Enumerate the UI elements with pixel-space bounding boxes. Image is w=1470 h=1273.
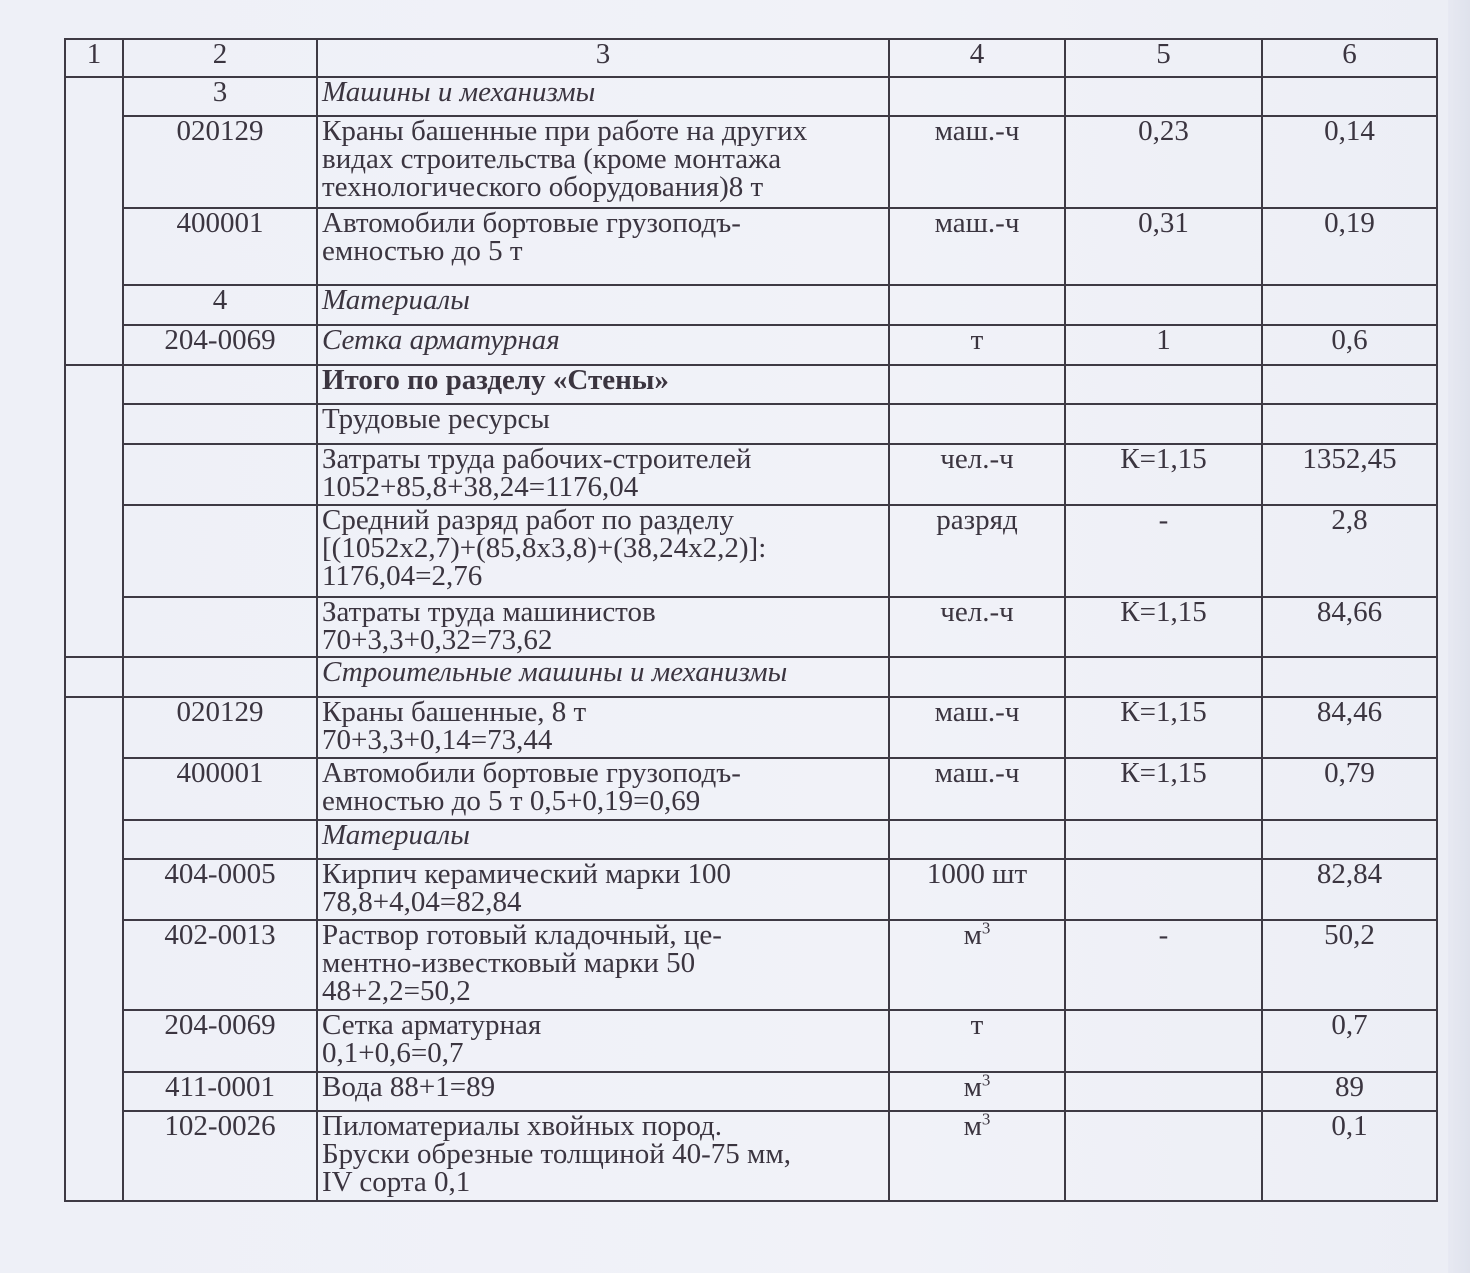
unit-text: м <box>963 1111 982 1142</box>
table-row <box>65 859 1437 920</box>
description-line: Материалы <box>322 820 470 851</box>
table-row <box>65 657 1437 697</box>
description-cell <box>317 505 889 597</box>
code-cell: 411-0001 <box>123 1072 317 1111</box>
total-cell: 1352,45 <box>1262 444 1437 505</box>
unit-cell <box>889 657 1065 697</box>
description-line: Пиломатериалы хвойных пород. <box>322 1111 723 1142</box>
description-line: Затраты труда машинистов <box>322 597 656 628</box>
description-line: Сетка арматурная <box>322 1010 542 1041</box>
table-row <box>65 820 1437 859</box>
unit-cell <box>889 820 1065 859</box>
description-line: ментно-известковый марки 50 <box>322 947 696 979</box>
description-cell <box>317 758 889 820</box>
unit-cell <box>889 1111 1065 1201</box>
description-cell <box>317 657 889 697</box>
code-cell: 102-0026 <box>123 1111 317 1201</box>
description-line: [(1052х2,7)+(85,8х3,8)+(38,24х2,2)]: <box>322 532 767 564</box>
norm-cell <box>1065 404 1262 444</box>
unit-text: чел.-ч <box>940 444 1014 475</box>
code-cell <box>123 657 317 697</box>
norm-cell: 0,23 <box>1065 116 1262 208</box>
unit-text: маш.-ч <box>934 208 1020 239</box>
table-row <box>65 505 1437 597</box>
total-cell: 0,7 <box>1262 1010 1437 1072</box>
norm-cell <box>1065 285 1262 325</box>
description-cell <box>317 859 889 920</box>
description-cell <box>317 77 889 116</box>
unit-cell <box>889 444 1065 505</box>
total-cell: 0,1 <box>1262 1111 1437 1201</box>
header-cell-2: 2 <box>123 39 317 77</box>
description-cell <box>317 404 889 444</box>
description-line: 1176,04=2,76 <box>322 560 483 592</box>
code-cell: 3 <box>123 77 317 116</box>
unit-cell <box>889 404 1065 444</box>
code-cell: 204-0069 <box>123 1010 317 1072</box>
header-cell-5: 5 <box>1065 39 1262 77</box>
norm-cell: 0,31 <box>1065 208 1262 285</box>
total-cell: 0,14 <box>1262 116 1437 208</box>
description-line: емностью до 5 т <box>322 235 523 267</box>
code-cell: 020129 <box>123 697 317 758</box>
unit-text: маш.-ч <box>934 697 1020 728</box>
norm-cell: 1 <box>1065 325 1262 365</box>
unit-text: 1000 шт <box>926 859 1028 890</box>
description-line: 70+3,3+0,14=73,44 <box>322 724 553 756</box>
total-cell: 82,84 <box>1262 859 1437 920</box>
unit-cell <box>889 77 1065 116</box>
header-cell-3: 3 <box>317 39 889 77</box>
norm-cell: - <box>1065 920 1262 1010</box>
description-cell <box>317 116 889 208</box>
norm-cell <box>1065 820 1262 859</box>
unit-cell <box>889 758 1065 820</box>
table-row <box>65 325 1437 365</box>
unit-exponent: 3 <box>981 920 991 938</box>
description-line: видах строительства (кроме монтажа <box>322 143 782 175</box>
unit-text: т <box>970 325 984 356</box>
description-line: 78,8+4,04=82,84 <box>322 886 522 918</box>
description-line: Затраты труда рабочих-строителей <box>322 444 752 475</box>
table-header-row <box>65 39 1437 77</box>
table-row <box>65 208 1437 285</box>
table-row <box>65 920 1437 1010</box>
code-cell <box>123 820 317 859</box>
unit-cell <box>889 285 1065 325</box>
row-group-cell <box>65 657 123 697</box>
total-cell: 89 <box>1262 1072 1437 1111</box>
description-cell <box>317 1111 889 1201</box>
description-line: Материалы <box>322 285 470 316</box>
total-cell: 2,8 <box>1262 505 1437 597</box>
description-line: Трудовые ресурсы <box>322 404 550 435</box>
norm-cell <box>1065 1010 1262 1072</box>
unit-cell <box>889 365 1065 404</box>
total-cell: 0,6 <box>1262 325 1437 365</box>
table-row <box>65 1010 1437 1072</box>
total-cell: 84,66 <box>1262 597 1437 657</box>
unit-text: м <box>963 1072 982 1103</box>
unit-exponent: 3 <box>981 1072 991 1090</box>
row-group-cell <box>65 77 123 365</box>
description-cell <box>317 208 889 285</box>
description-line: Автомобили бортовые грузоподъ- <box>322 758 741 789</box>
description-line: 70+3,3+0,32=73,62 <box>322 624 553 656</box>
code-cell: 204-0069 <box>123 325 317 365</box>
code-cell: 4 <box>123 285 317 325</box>
unit-cell <box>889 116 1065 208</box>
norm-cell <box>1065 77 1262 116</box>
norm-cell: К=1,15 <box>1065 758 1262 820</box>
code-cell: 402-0013 <box>123 920 317 1010</box>
unit-text: м <box>963 920 982 951</box>
description-cell <box>317 325 889 365</box>
norm-cell <box>1065 859 1262 920</box>
description-line: технологического оборудования)8 т <box>322 171 764 203</box>
table-row <box>65 597 1437 657</box>
description-line: Машины и механизмы <box>322 77 596 108</box>
norm-cell <box>1065 1072 1262 1111</box>
description-line: 0,1+0,6=0,7 <box>322 1037 464 1069</box>
unit-cell <box>889 920 1065 1010</box>
unit-cell <box>889 859 1065 920</box>
norm-cell: К=1,15 <box>1065 444 1262 505</box>
description-line: Краны башенные, 8 т <box>322 697 587 728</box>
unit-cell <box>889 325 1065 365</box>
norm-cell <box>1065 1111 1262 1201</box>
norm-cell: - <box>1065 505 1262 597</box>
unit-cell <box>889 208 1065 285</box>
unit-cell <box>889 505 1065 597</box>
unit-text: т <box>970 1010 984 1041</box>
norm-cell <box>1065 365 1262 404</box>
table-row <box>65 404 1437 444</box>
description-line: Краны башенные при работе на других <box>322 116 808 147</box>
unit-cell <box>889 1072 1065 1111</box>
description-cell <box>317 365 889 404</box>
total-cell: 84,46 <box>1262 697 1437 758</box>
code-cell <box>123 505 317 597</box>
unit-text: маш.-ч <box>934 758 1020 789</box>
total-cell <box>1262 820 1437 859</box>
code-cell: 404-0005 <box>123 859 317 920</box>
description-line: Средний разряд работ по разделу <box>322 505 734 536</box>
table-row <box>65 285 1437 325</box>
header-cell-4: 4 <box>889 39 1065 77</box>
unit-text: чел.-ч <box>940 597 1014 628</box>
table-row <box>65 116 1437 208</box>
header-cell-6: 6 <box>1262 39 1437 77</box>
description-line: 48+2,2=50,2 <box>322 975 471 1007</box>
total-cell <box>1262 365 1437 404</box>
estimate-table <box>64 38 1438 1202</box>
unit-exponent: 3 <box>981 1111 991 1129</box>
total-cell <box>1262 285 1437 325</box>
table-row <box>65 444 1437 505</box>
code-cell: 020129 <box>123 116 317 208</box>
norm-cell: К=1,15 <box>1065 697 1262 758</box>
unit-cell <box>889 697 1065 758</box>
unit-text: маш.-ч <box>934 116 1020 147</box>
table-row <box>65 1072 1437 1111</box>
description-cell <box>317 444 889 505</box>
table-row <box>65 365 1437 404</box>
total-cell <box>1262 77 1437 116</box>
total-cell <box>1262 657 1437 697</box>
code-cell: 400001 <box>123 758 317 820</box>
total-cell <box>1262 404 1437 444</box>
description-line: Кирпич керамический марки 100 <box>322 859 732 890</box>
description-cell <box>317 697 889 758</box>
header-cell-1: 1 <box>65 39 123 77</box>
unit-text: разряд <box>936 505 1018 536</box>
description-cell <box>317 920 889 1010</box>
description-cell <box>317 1072 889 1111</box>
description-cell <box>317 1010 889 1072</box>
description-line: IV сорта 0,1 <box>322 1166 471 1198</box>
description-cell <box>317 820 889 859</box>
unit-cell <box>889 1010 1065 1072</box>
code-cell <box>123 404 317 444</box>
code-cell <box>123 597 317 657</box>
description-line: Вода 88+1=89 <box>322 1072 496 1103</box>
unit-cell <box>889 597 1065 657</box>
description-line: Итого по разделу «Стены» <box>322 365 669 396</box>
page-edge <box>1448 0 1470 1273</box>
description-line: Сетка арматурная <box>322 325 560 356</box>
table-row <box>65 758 1437 820</box>
total-cell: 0,79 <box>1262 758 1437 820</box>
code-cell: 400001 <box>123 208 317 285</box>
description-line: 1052+85,8+38,24=1176,04 <box>322 471 639 503</box>
code-cell <box>123 365 317 404</box>
total-cell: 0,19 <box>1262 208 1437 285</box>
description-cell <box>317 597 889 657</box>
norm-cell: К=1,15 <box>1065 597 1262 657</box>
table-row <box>65 697 1437 758</box>
table-row <box>65 77 1437 116</box>
row-group-cell <box>65 365 123 657</box>
description-line: емностью до 5 т 0,5+0,19=0,69 <box>322 785 701 817</box>
row-group-cell <box>65 697 123 1201</box>
table-row <box>65 1111 1437 1201</box>
description-line: Бруски обрезные толщиной 40-75 мм, <box>322 1138 791 1170</box>
code-cell <box>123 444 317 505</box>
description-cell <box>317 285 889 325</box>
description-line: Строительные машины и механизмы <box>322 657 788 688</box>
description-line: Раствор готовый кладочный, це- <box>322 920 722 951</box>
total-cell: 50,2 <box>1262 920 1437 1010</box>
norm-cell <box>1065 657 1262 697</box>
description-line: Автомобили бортовые грузоподъ- <box>322 208 741 239</box>
